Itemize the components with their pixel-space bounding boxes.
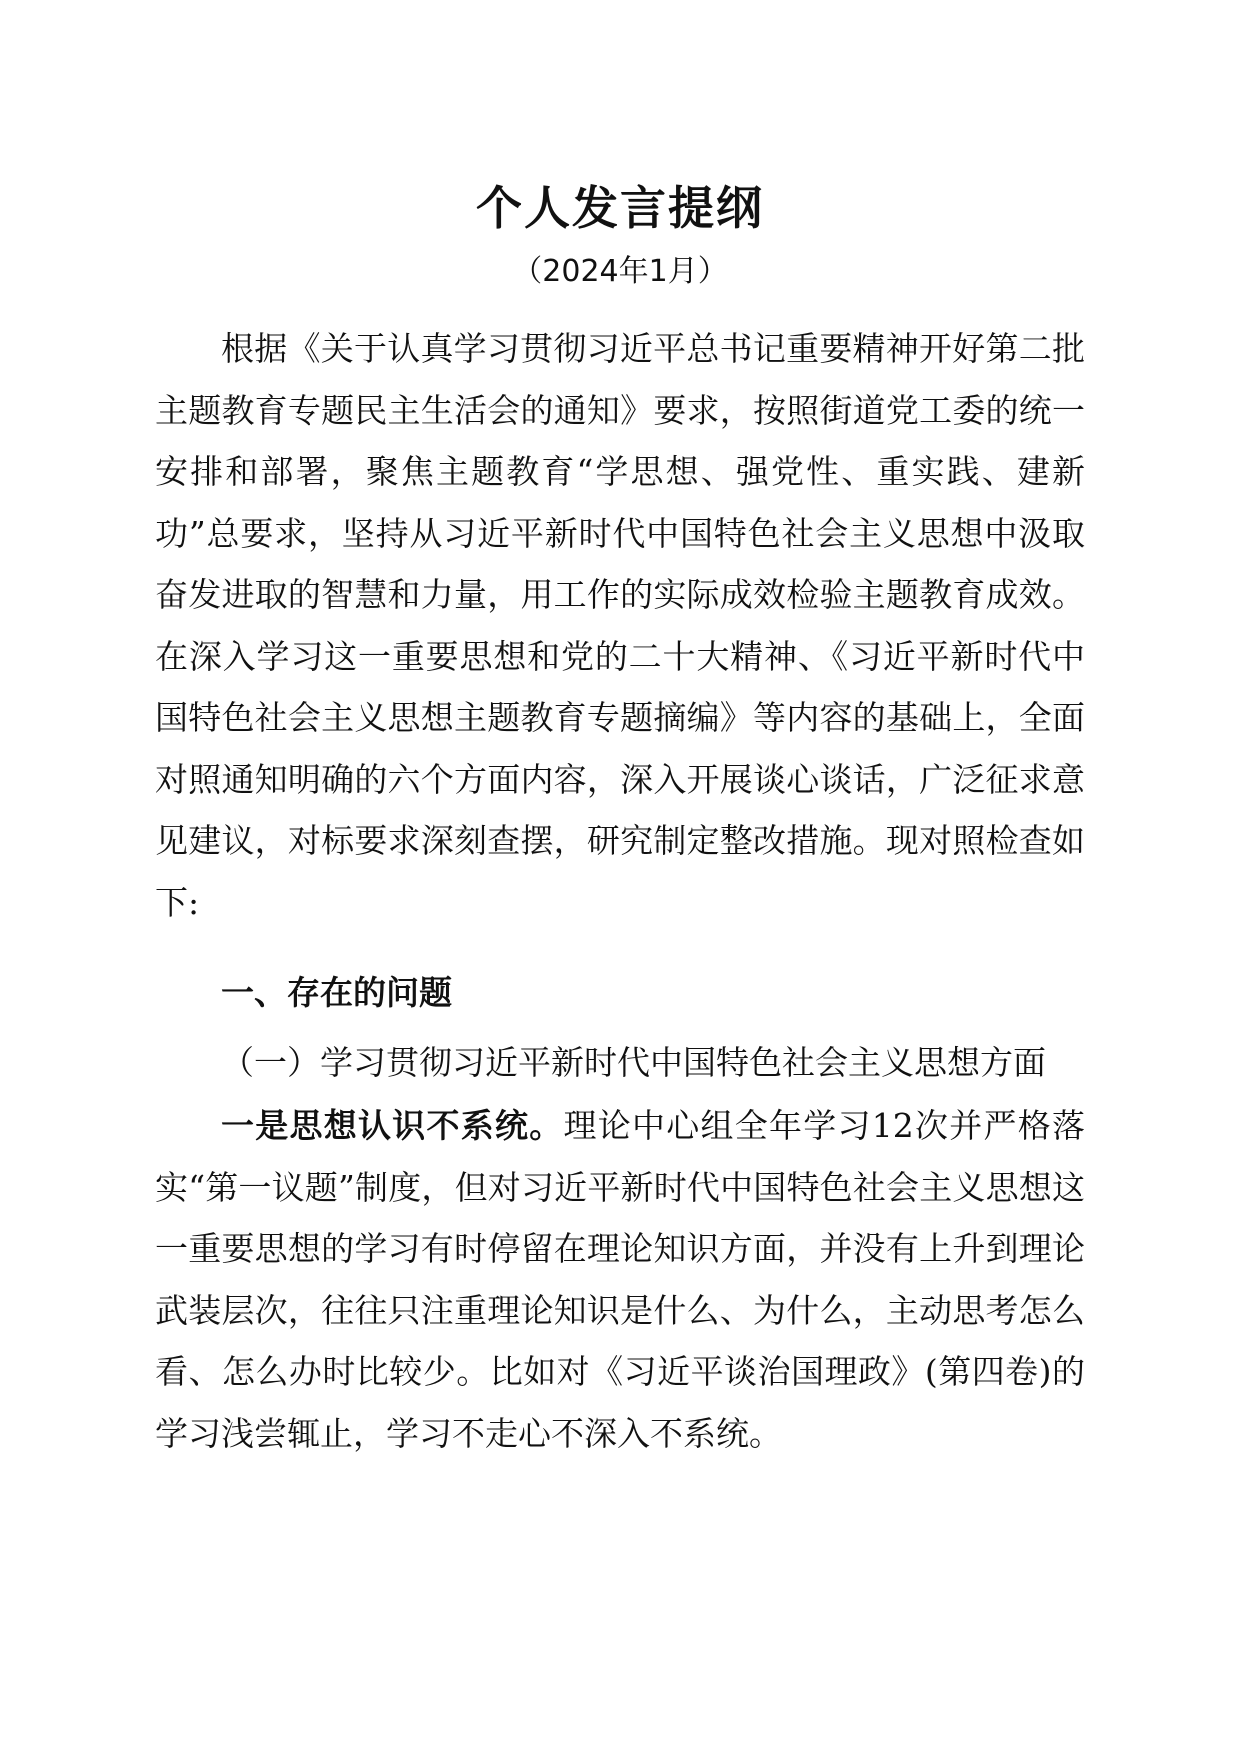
subsection-heading-study: （一）学习贯彻习近平新时代中国特色社会主义思想方面 <box>221 1043 1046 1082</box>
point-lead-text: 一是思想认识不系统。 <box>221 1106 564 1145</box>
point-body-text: 理论中心组全年学习12次并严格落实“第一议题”制度，但对习近平新时代中国特色社会主义思想这一重要思想的学习有时停留在理论知识方面，并没有上升到理论武装层次，往往只注重理论知识是什么、为什么，主动思考怎么看、怎么办时比较少。比如对《习近平谈治国理政》(第四卷)的学习浅尝辄止，学习不走心不深入不系统。 <box>155 1106 1085 1453</box>
intro-paragraph: 根据《关于认真学习贯彻习近平总书记重要精神开好第二批主题教育专题民主生活会的通知》要求，按照街道党工委的统一安排和部署，聚焦主题教育“学思想、强党性、重实践、建新功”总要求，坚持从习近平新时代中国特色社会主义思想中汲取奋发进取的智慧和力量，用工作的实际成效检验主题教育成效。在深入学习这一重要思想和党的二十大精神、《习近平新时代中国特色社会主义思想主题教育专题摘编》等内容的基础上，全面对照通知明确的六个方面内容，深入开展谈心谈话，广泛征求意见建议，对标要求深刻查摆，研究制定整改措施。现对照检查如下: <box>155 329 1085 922</box>
document-date: （2024年1月） <box>512 254 728 289</box>
point-paragraph-1 <box>155 1095 1085 1464</box>
document-title: 个人发言提纲 <box>476 181 764 235</box>
section-heading-problems: 一、存在的问题 <box>221 973 452 1012</box>
